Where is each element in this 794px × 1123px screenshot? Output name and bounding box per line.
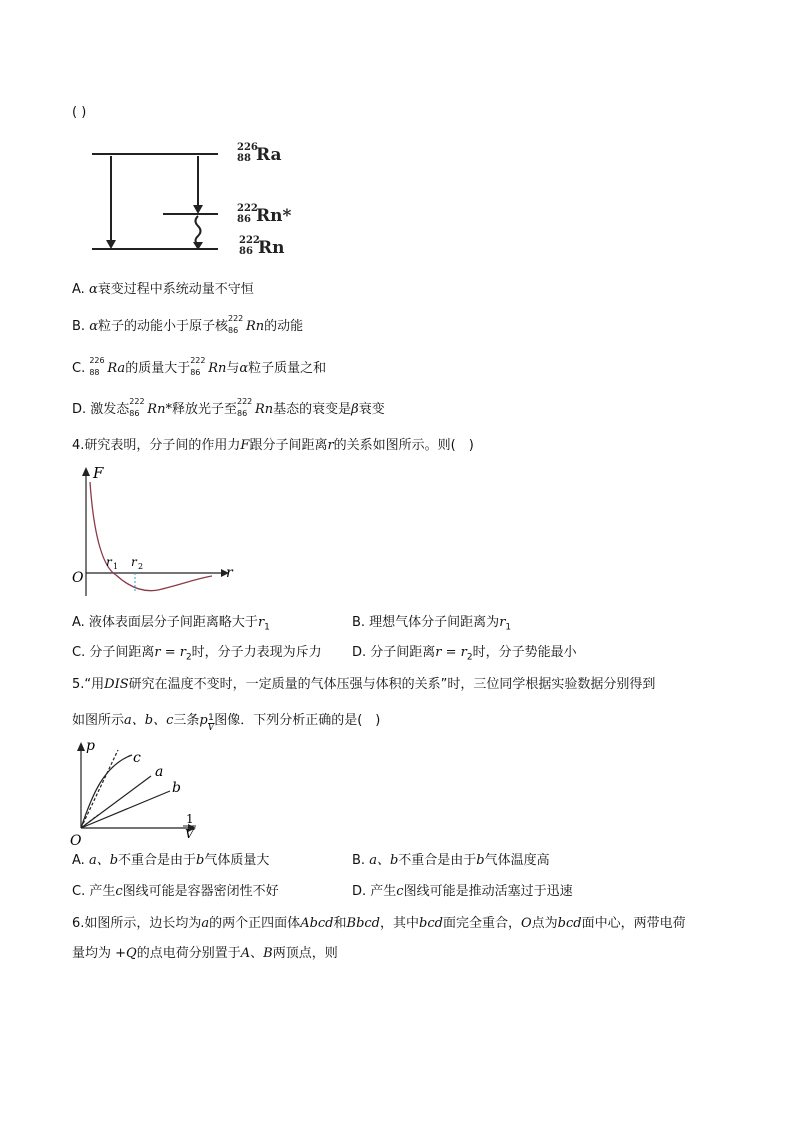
q5-option-d: D. 产生c图线可能是推动活塞过于迅速 — [352, 884, 573, 899]
rn-star-atomic-number: 86 — [237, 214, 251, 225]
q4-option-b: B. 理想气体分子间距离为$r_1$ — [352, 615, 512, 633]
q4-option-d: D. 分子间距离$r = r_2$时，分子势能最小 — [352, 645, 577, 663]
question-5-stem-line1: 5.“用DIS研究在温度不变时，一定质量的气体压强与体积的关系”时，三位同学根据实验数据分别得到 — [72, 677, 656, 692]
question-6-stem-line2: 量均为 +Q的点电荷分别置于A、B两顶点，则 — [72, 946, 338, 961]
f-axis-label: F — [93, 464, 104, 482]
r2-label: r — [131, 555, 137, 569]
rn-symbol: Rn — [258, 238, 285, 258]
q3-option-a: A. α衰变过程中系统动量不守恒 — [72, 282, 254, 297]
question-4-stem: 4.研究表明，分子间的作用力F跟分子间距离r的关系如图所示。则( ) — [72, 438, 474, 453]
line-b — [81, 791, 170, 828]
q3-option-b: B. α粒子的动能小于原子核 222 86 Rn的动能 — [72, 314, 304, 335]
question-3-bracket: ( ) — [72, 105, 87, 120]
y-axis-arrow — [77, 742, 85, 751]
rn-star-symbol: Rn* — [256, 206, 292, 226]
q5-option-c: C. 产生c图线可能是容器密闭性不好 — [72, 884, 279, 899]
r-axis-label: r — [226, 565, 233, 581]
rn-star-mass-number: 222 — [237, 203, 258, 214]
r1-label: r — [106, 555, 112, 569]
question-6-stem-line1: 6.如图所示，边长均为a的两个正四面体Abcd和Bbcd，其中bcd面完全重合，O点为bcd面中心，两带电荷 — [72, 916, 686, 931]
r2-subscript: 2 — [138, 562, 144, 571]
ra-mass-number: 226 — [237, 142, 258, 153]
q4-option-a: A. 液体表面层分子间距离略大于$r_1$ — [72, 615, 270, 633]
inv-v-numerator: 1 — [186, 812, 194, 826]
origin-label: O — [72, 570, 84, 586]
question-5-stem-line2: 如图所示a、b、c三条p $\frac{1}{V}$ 图像．下列分析正确的是( ) — [72, 713, 381, 733]
q3-option-d: D. 激发态 222 86 Rn*释放光子至 222 86 Rn基态的衰变是β衰变 — [72, 397, 385, 418]
inv-v-denominator: V — [185, 827, 194, 841]
p-axis-label: p — [86, 738, 95, 754]
ra-atomic-number: 88 — [237, 153, 251, 164]
ra-symbol: Ra — [256, 145, 282, 165]
line-a — [81, 776, 151, 828]
r1-subscript: 1 — [113, 562, 119, 571]
q5-option-b: B. a、b不重合是由于b气体温度高 — [352, 853, 550, 868]
q3-option-c: C. 226 88 Ra的质量大于 222 86 Rn与α粒子质量之和 — [72, 356, 327, 377]
q5-option-a: A. a、b不重合是由于b气体质量大 — [72, 853, 270, 868]
rn-mass-number: 222 — [239, 235, 260, 246]
rn-atomic-number: 86 — [239, 246, 253, 257]
origin-label: O — [70, 833, 82, 849]
dashed-tangent-c — [81, 750, 118, 828]
line-b-label: b — [172, 780, 181, 796]
q4-option-c: C. 分子间距离$r = r_2$时，分子力表现为斥力 — [72, 645, 322, 663]
curve-c-label: c — [133, 750, 141, 766]
line-a-label: a — [155, 764, 164, 780]
